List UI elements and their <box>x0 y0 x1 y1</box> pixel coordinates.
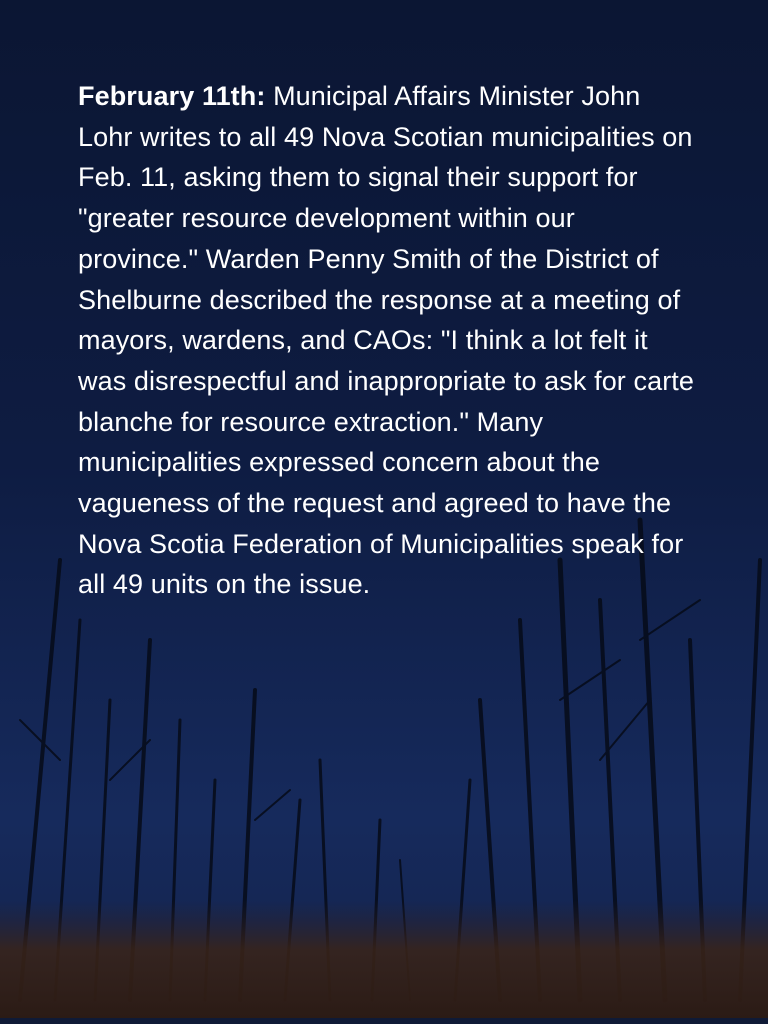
entry-body: Municipal Affairs Minister John Lohr writes to all 49 Nova Scotian municipalities on Feb. 11, asking them to signal their support for "greater resource development within our province." Warden Penny Smith of the District of Shelburne described the response at a meeting of mayors, wardens, and CAOs: "I think a lot felt it was disrespectful and inappropriate to ask for carte blanche for resource extraction." Many municipalities expressed concern about the vagueness of the request and agreed to have the Nova Scotia Federation of Municipalities speak for all 49 units on the issue. <box>78 81 695 600</box>
date-label: February 11th: <box>78 81 266 111</box>
bottom-edge-bar <box>0 1018 768 1024</box>
timeline-entry-text <box>78 76 698 605</box>
